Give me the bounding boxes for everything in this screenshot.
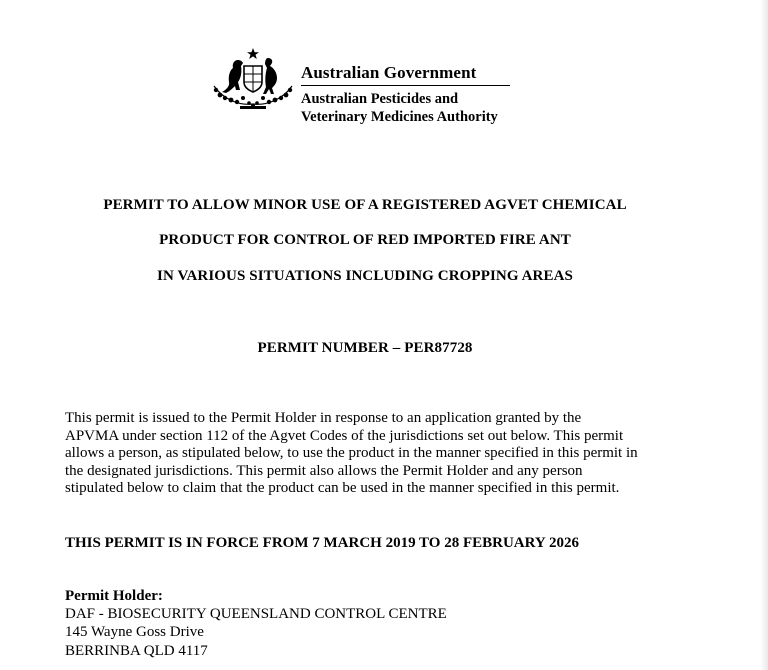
description-line: the designated jurisdictions. This permit also allows the Permit Holder and any person: [65, 462, 583, 479]
header-divider: [301, 85, 510, 86]
description-line: APVMA under section 112 of the Agvet Codes of the jurisdictions set out below. This permit: [65, 427, 624, 444]
government-title: Australian Government: [301, 63, 477, 82]
government-header: [208, 44, 528, 130]
permit-holder-line: DAF - BIOSECURITY QUEENSLAND CONTROL CENTRE: [65, 606, 447, 623]
agency-line: Australian Pesticides and: [301, 91, 459, 107]
agency-name: [301, 90, 498, 126]
coat-of-arms-icon: [210, 46, 296, 110]
permit-title-line: PERMIT TO ALLOW MINOR USE OF A REGISTERED AGVET CHEMICAL: [103, 197, 627, 213]
page-edge-shadow: [760, 0, 768, 670]
permit-holder-label: Permit Holder:: [65, 588, 163, 604]
permit-number: PERMIT NUMBER – PER87728: [257, 340, 473, 356]
permit-holder-line: BERRINBA QLD 4117: [65, 642, 208, 659]
permit-description: [65, 410, 665, 498]
description-line: This permit is issued to the Permit Holder in response to an application granted by the: [65, 410, 582, 426]
permit-title-line: IN VARIOUS SITUATIONS INCLUDING CROPPING AREAS: [157, 268, 573, 284]
permit-holder: [65, 587, 447, 660]
agency-line: Veterinary Medicines Authority: [301, 109, 498, 125]
description-line: allows a person, as stipulated below, to use the product in the manner specified in this permit in: [65, 445, 638, 462]
permit-title-line: PRODUCT FOR CONTROL OF RED IMPORTED FIRE ANT: [159, 232, 571, 248]
description-line: stipulated below to claim that the product can be used in the manner specified in this permit.: [65, 480, 620, 497]
in-force-period: THIS PERMIT IS IN FORCE FROM 7 MARCH 2019 TO 28 FEBRUARY 2026: [65, 535, 579, 551]
permit-holder-line: 145 Wayne Goss Drive: [65, 624, 204, 641]
